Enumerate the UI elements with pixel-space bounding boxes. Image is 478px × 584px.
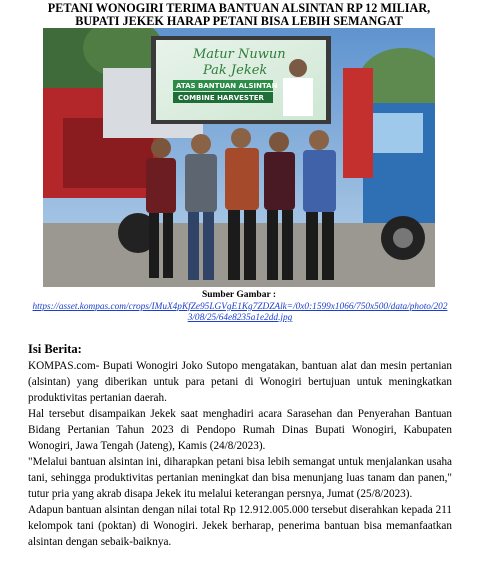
image-source-link[interactable]: https://asset.kompas.com/crops/IMuX4pKfZe95LGVgE1Kg7ZDZAlk=/0x0:1599x1066/750x500/data/photo/2023/08/25/64e8235a1e2dd.jpg <box>32 302 448 323</box>
banner-line-2: Pak Jekek <box>203 63 268 78</box>
headline-line-1: PETANI WONOGIRI TERIMA BANTUAN ALSINTAN RP 12 MILIAR, <box>47 1 431 15</box>
news-photo <box>43 28 435 287</box>
banner-line-4: COMBINE HARVESTER <box>178 94 264 102</box>
article-paragraph: "Melalui bantuan alsintan ini, diharapkan petani bisa lebih semangat untuk menjalankan usaha tani, sehingga produktivitas pertanian meningkat dan bisa menunjang luas tanam dan panen," tutur pria yang akrab disapa Jekek itu melalui keterangan persnya, Jumat (25/8/2023). <box>28 456 452 500</box>
article-headline <box>20 2 458 28</box>
banner-line-3: ATAS BANTUAN ALSINTAN <box>176 82 278 90</box>
article-body <box>28 358 452 550</box>
section-title: Isi Berita: <box>28 342 82 356</box>
headline-line-2: BUPATI JEKEK HARAP PETANI BISA LEBIH SEMANGAT <box>75 14 403 28</box>
article-paragraph: KOMPAS.com- Bupati Wonogiri Joko Sutopo mengatakan, bantuan alat dan mesin pertanian (alsintan) yang diberikan untuk para petani di Wonogiri bertujuan untuk meningkatkan produktivitas pertanian daerah. <box>28 360 452 404</box>
article-paragraph: Adapun bantuan alsintan dengan nilai total Rp 12.912.005.000 tersebut diserahkan kepada 211 kelompok tani (poktan) di Wonogiri. Jekek berharap, penerima bantuan bisa memanfaatkan alsintan dengan sebaik-baiknya. <box>28 504 452 548</box>
article-paragraph: Hal tersebut disampaikan Jekek saat menghadiri acara Sarasehan dan Penyerahan Bantuan Bidang Pertanian Tahun 2023 di Pendopo Rumah Dinas Bupati Wonogiri, Kabupaten Wonogiri, Jawa Tengah (Jateng), Kamis (24/8/2023). <box>28 408 452 452</box>
banner-line-1: Matur Nuwun <box>193 47 286 62</box>
image-source-label: Sumber Gambar : <box>201 290 277 300</box>
